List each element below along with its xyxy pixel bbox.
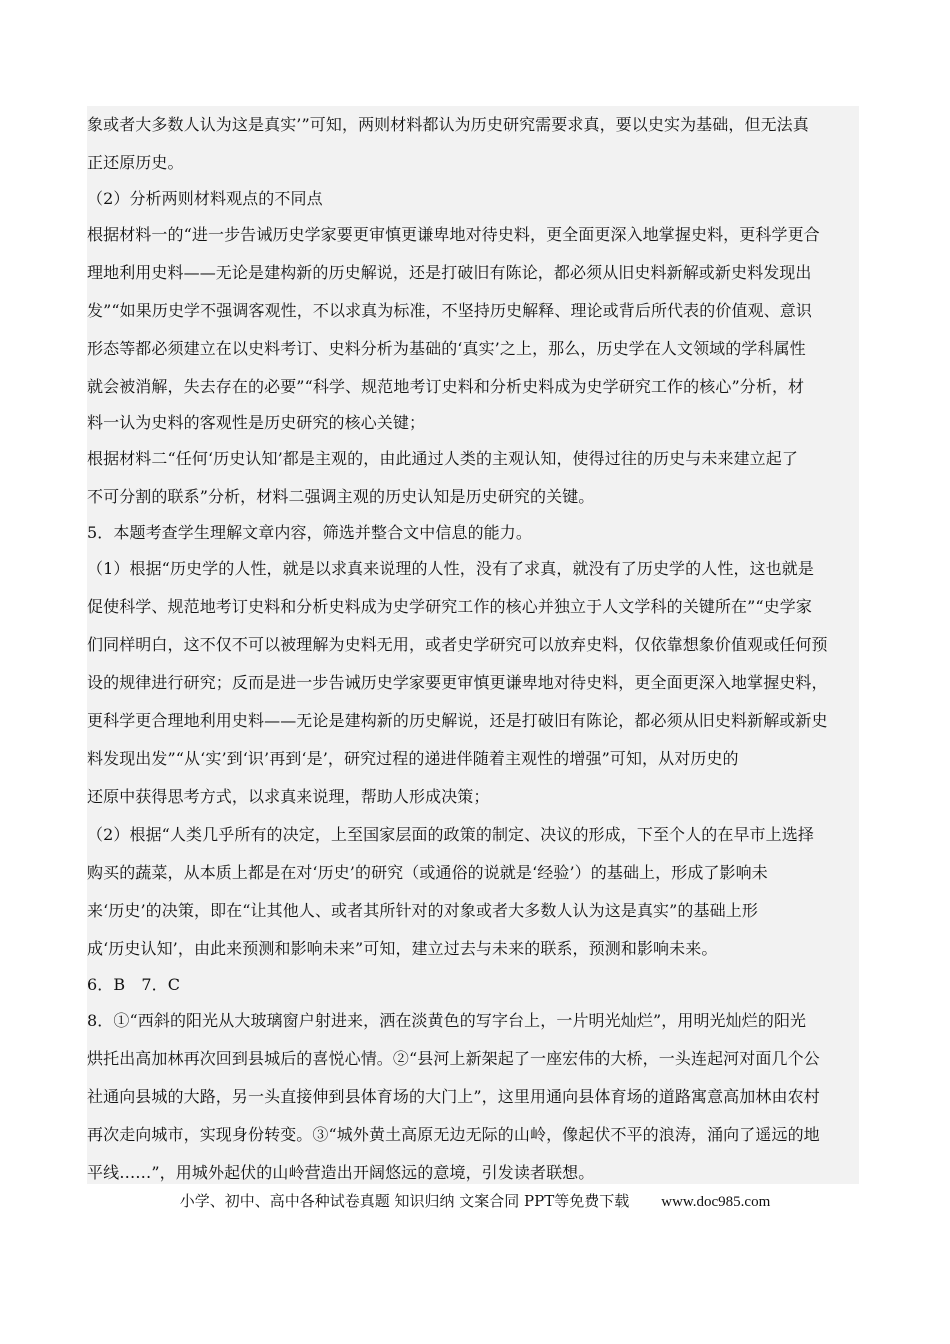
footer-text: 小学、初中、高中各种试卷真题 知识归纳 文案合同 PPT等免费下载: [179, 1192, 630, 1210]
text-line: 不可分割的联系”分析，材料二强调主观的历史认知是历史研究的关键。: [87, 487, 595, 506]
text-line: 来‘历史’的决策，即在“让其他人、或者其所针对的对象或者大多数人认为这是真实”的基础上形: [87, 901, 758, 920]
text-line: 成‘历史认知’，由此来预测和影响未来”可知，建立过去与未来的联系，预测和影响未来。: [87, 939, 718, 958]
document-body: [87, 106, 859, 1184]
text-line: 根据材料二“任何‘历史认知’都是主观的，由此通过人类的主观认知，使得过往的历史与未来建立起了: [87, 449, 798, 468]
text-line: 6．B 7．C: [87, 975, 181, 994]
text-line: 促使科学、规范地考订史料和分析史料成为史学研究工作的核心并独立于人文学科的关键所在”“史学家: [87, 597, 812, 616]
text-line: 更科学更合理地利用史料——无论是建构新的历史解说，还是打破旧有陈论，都必须从旧史料新解或新史: [87, 711, 828, 730]
text-line: 发”“如果历史学不强调客观性，不以求真为标准，不坚持历史解释、理论或背后所代表的价值观、意识: [87, 301, 812, 320]
text-line: 料发现出发”“从‘实’到‘识’再到‘是’，研究过程的递进伴随着主观性的增强”可知，从对历史的: [87, 749, 739, 768]
text-line: （2）分析两则材料观点的不同点: [87, 189, 323, 208]
text-line: 根据材料一的“进一步告诫历史学家要更审慎更谦卑地对待史料，更全面更深入地掌握史料，更科学更合: [87, 225, 820, 244]
text-line: 就会被消解，失去存在的必要”“科学、规范地考订史料和分析史料成为史学研究工作的核心”分析，材: [87, 377, 805, 396]
text-line: 烘托出高加林再次回到县城后的喜悦心情。②“县河上新架起了一座宏伟的大桥，一头连起河对面几个公: [87, 1049, 820, 1068]
text-line: 还原中获得思考方式，以求真来说理，帮助人形成决策；: [87, 787, 490, 806]
text-line: 再次走向城市，实现身份转变。③“城外黄土高原无边无际的山岭，像起伏不平的浪涛，涌向了遥远的地: [87, 1125, 820, 1144]
text-line: 购买的蔬菜，从本质上都是在对‘历史’的研究（或通俗的说就是‘经验’）的基础上，形成了影响未: [87, 863, 768, 882]
text-line: 正还原历史。: [87, 153, 184, 172]
text-line: 料一认为史料的客观性是历史研究的核心关键；: [87, 413, 426, 432]
text-line: （1）根据“历史学的人性，就是以求真来说理的人性，没有了求真，就没有了历史学的人性，这也就是: [87, 559, 814, 578]
text-line: 象或者大多数人认为这是真实’”可知，两则材料都认为历史研究需要求真，要以史实为基础，但无法真: [87, 115, 809, 134]
page-footer: [0, 1190, 950, 1213]
text-line: 平线……”，用城外起伏的山岭营造出开阔悠远的意境，引发读者联想。: [87, 1163, 595, 1182]
text-line: 们同样明白，这不仅不可以被理解为史料无用，或者史学研究可以放弃史料，仅依靠想象价值观或任何预: [87, 635, 828, 654]
text-line: （2）根据“人类几乎所有的决定，上至国家层面的政策的制定、决议的形成，下至个人的在早市上选择: [87, 825, 814, 844]
text-line: 设的规律进行研究；反而是进一步告诫历史学家要更审慎更谦卑地对待史料，更全面更深入地掌握史料，: [87, 673, 828, 692]
text-line: 理地利用史料——无论是建构新的历史解说，还是打破旧有陈论，都必须从旧史料新解或新史料发现出: [87, 263, 812, 282]
text-line: 形态等都必须建立在以史料考订、史料分析为基础的‘真实’之上，那么，历史学在人文领域的学科属性: [87, 339, 806, 358]
text-line: 8．①“西斜的阳光从大玻璃窗户射进来，洒在淡黄色的写字台上，一片明光灿烂”，用明光灿烂的阳光: [87, 1011, 807, 1030]
text-line: 社通向县城的大路，另一头直接伸到县体育场的大门上”，这里用通向县体育场的道路寓意高加林由农村: [87, 1087, 820, 1106]
footer-url: www.doc985.com: [661, 1194, 771, 1210]
text-line: 5．本题考查学生理解文章内容，筛选并整合文中信息的能力。: [87, 523, 532, 542]
